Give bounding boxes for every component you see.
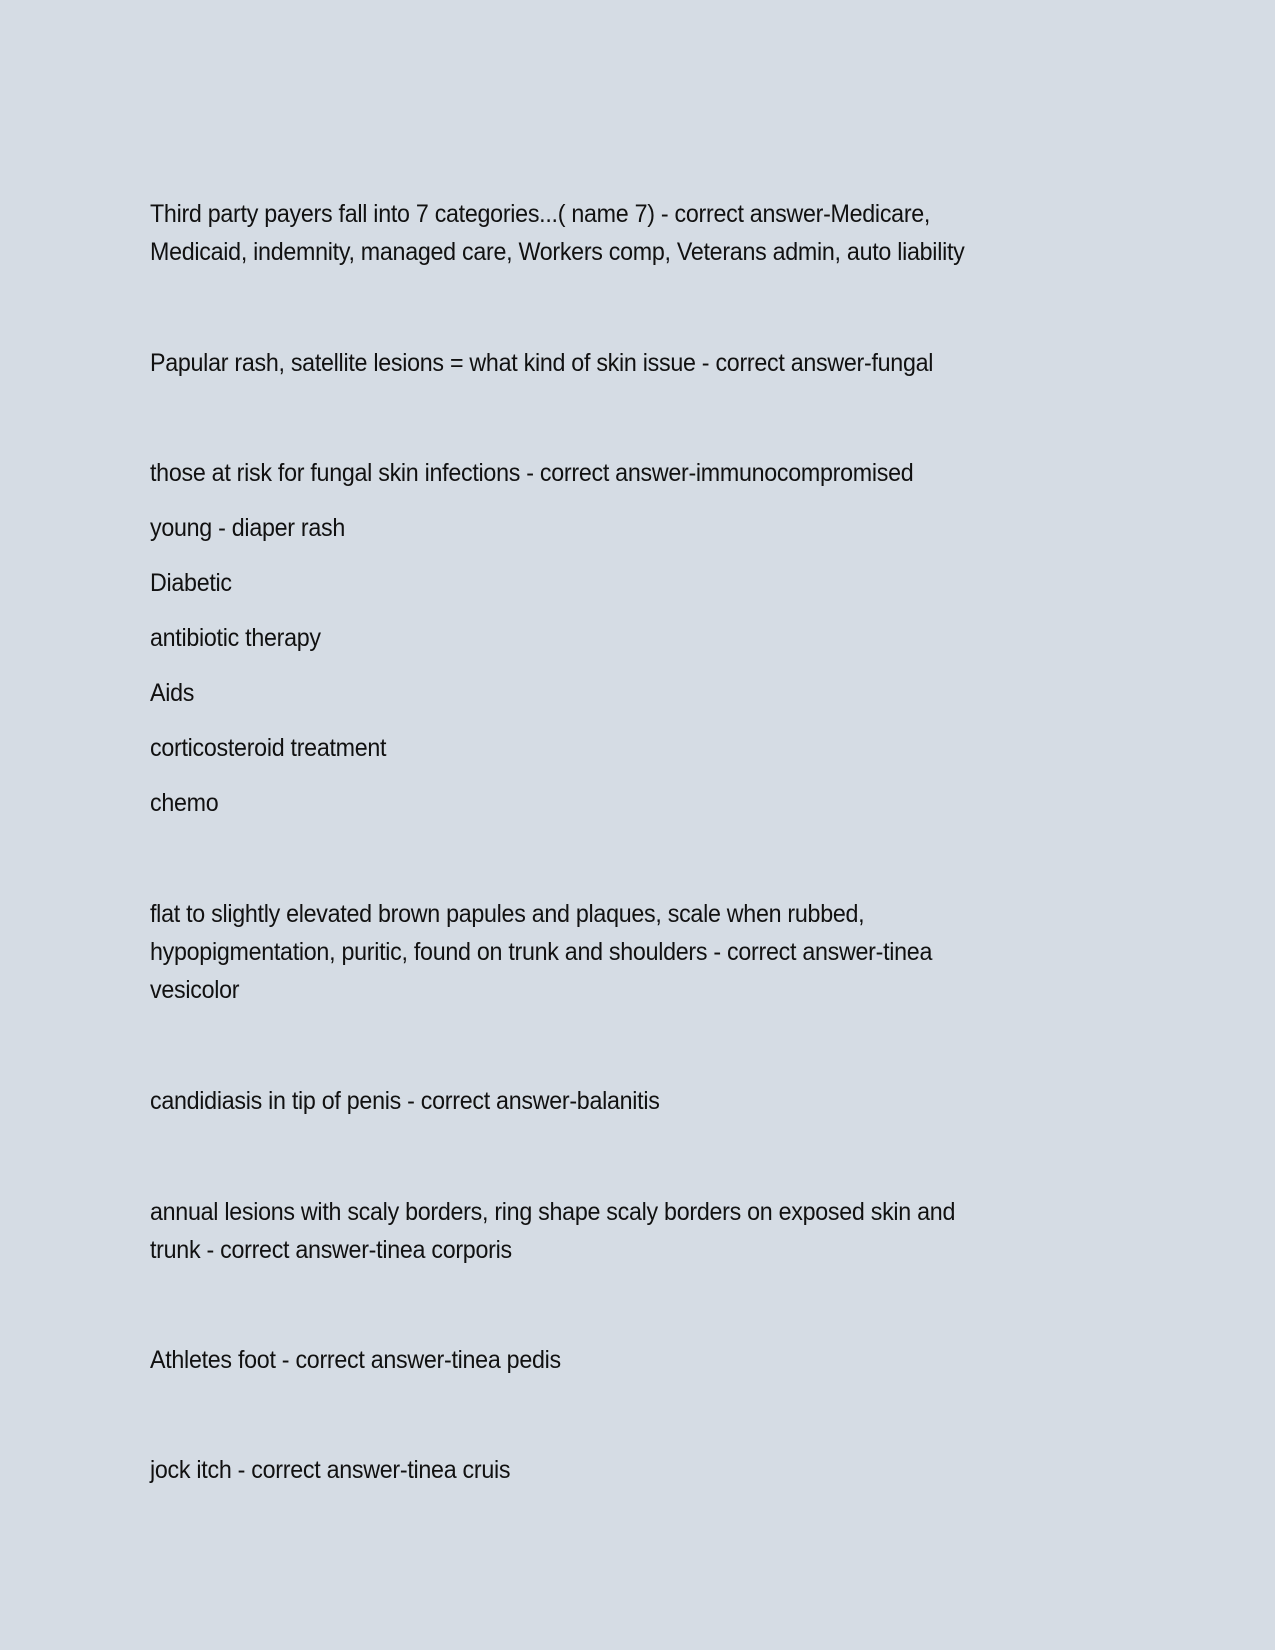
text-line: those at risk for fungal skin infections - correct answer-immunocompromised	[150, 459, 914, 487]
text-line: annual lesions with scaly borders, ring shape scaly borders on exposed skin and	[150, 1198, 956, 1226]
text-line: Papular rash, satellite lesions = what kind of skin issue - correct answer-fungal	[150, 349, 934, 377]
text-line: flat to slightly elevated brown papules and plaques, scale when rubbed,	[150, 900, 865, 928]
text-line: Third party payers fall into 7 categories...( name 7) - correct answer-Medicare,	[150, 200, 931, 228]
text-line: young - diaper rash	[150, 514, 346, 542]
text-line: jock itch - correct answer-tinea cruis	[150, 1456, 511, 1484]
text-line: antibiotic therapy	[150, 624, 321, 652]
text-line: Athletes foot - correct answer-tinea pedis	[150, 1346, 561, 1374]
text-line: vesicolor	[150, 976, 240, 1004]
text-line: Aids	[150, 679, 195, 707]
text-line: hypopigmentation, puritic, found on trunk and shoulders - correct answer-tinea	[150, 938, 933, 966]
text-line: corticosteroid treatment	[150, 734, 387, 762]
text-line: Diabetic	[150, 569, 232, 597]
text-line: trunk - correct answer-tinea corporis	[150, 1236, 512, 1264]
text-line: Medicaid, indemnity, managed care, Workers comp, Veterans admin, auto liability	[150, 238, 965, 266]
text-line: candidiasis in tip of penis - correct answer-balanitis	[150, 1087, 660, 1115]
text-line: chemo	[150, 789, 219, 817]
